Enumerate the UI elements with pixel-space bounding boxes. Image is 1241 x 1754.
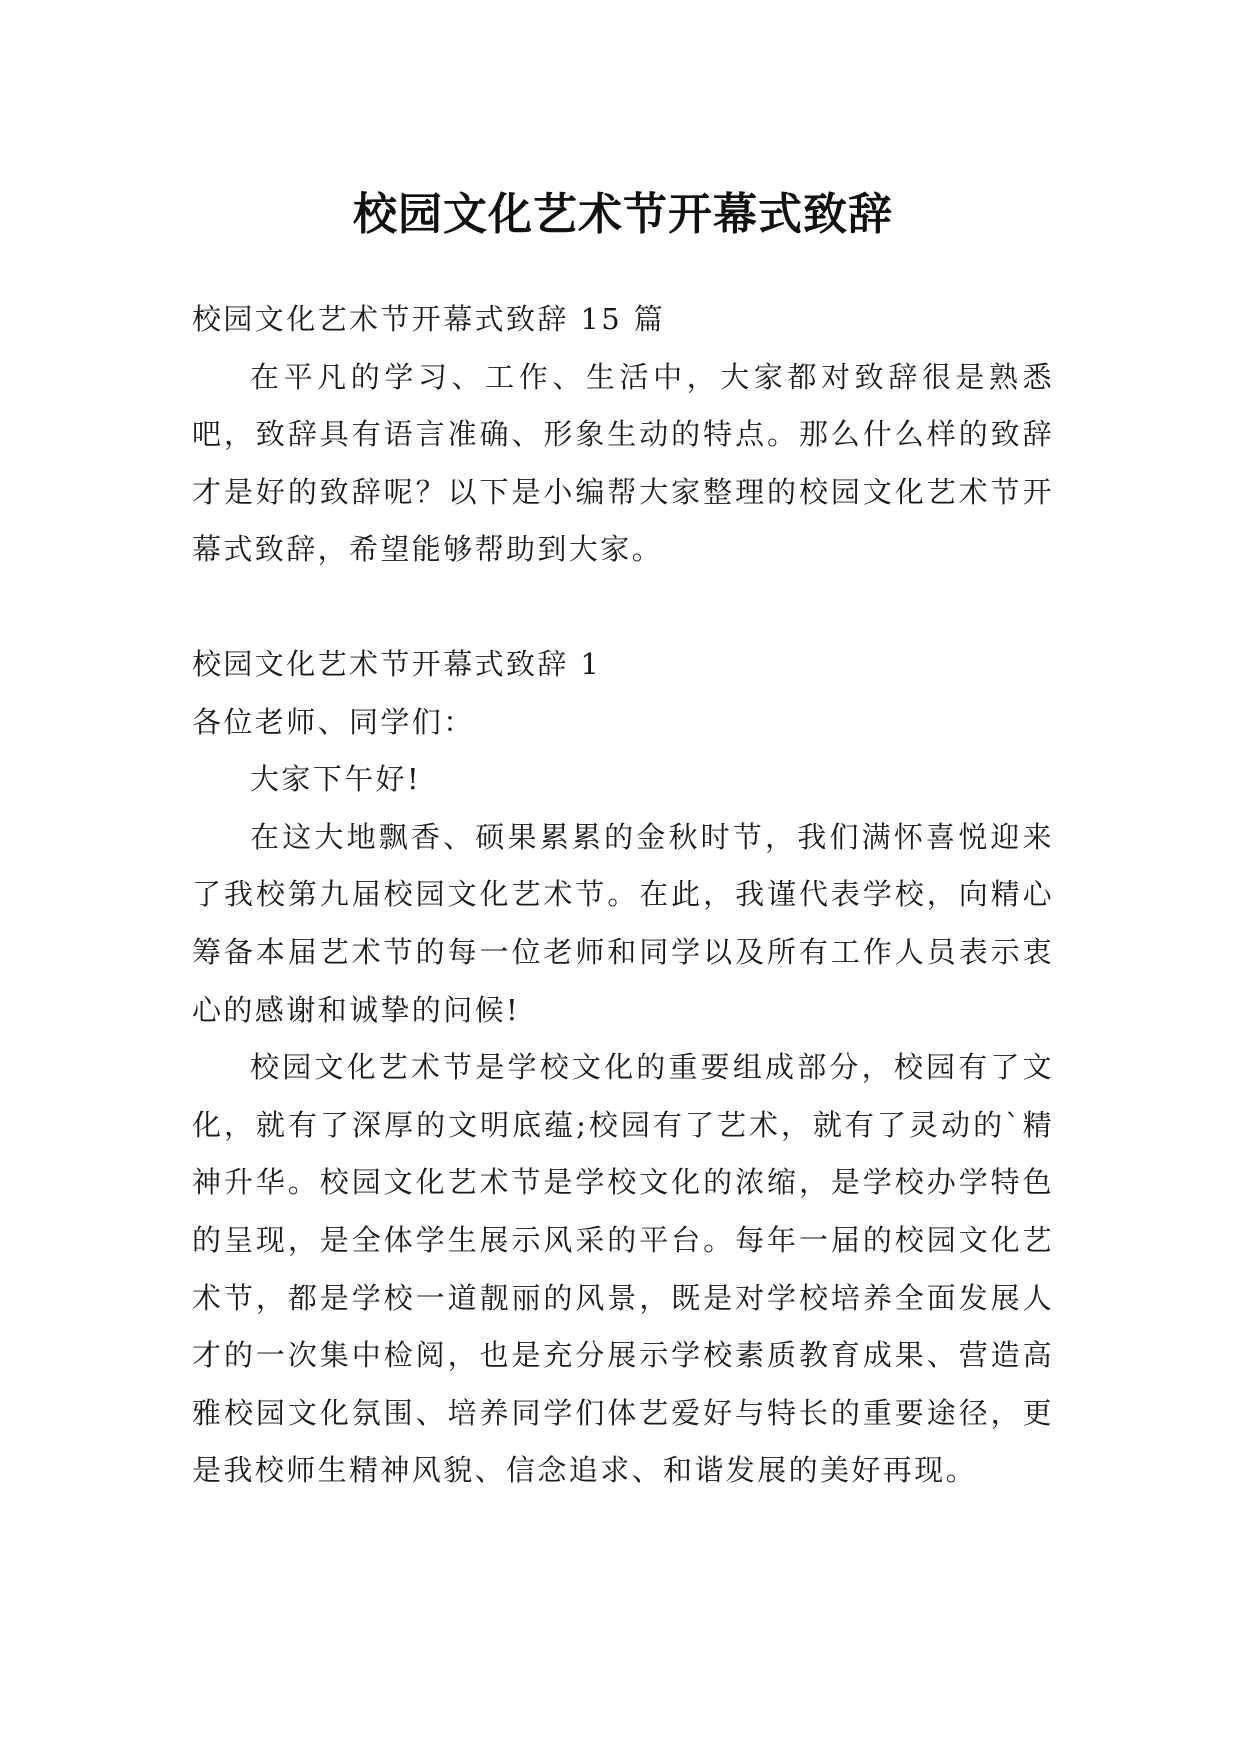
body-paragraph: 在这大地飘香、硕果累累的金秋时节，我们满怀喜悦迎来了我校第九届校园文化艺术节。在此，我谨代表学校，向精心筹备本届艺术节的每一位老师和同学以及所有工作人员表示衷心的感谢和诚挚的问候! [192, 819, 1054, 1027]
document-subtitle: 校园文化艺术节开幕式致辞 15 篇 [192, 302, 666, 336]
body-paragraph: 校园文化艺术节是学校文化的重要组成部分，校园有了文化，就有了深厚的文明底蕴;校园有了艺术，就有了灵动的`精神升华。校园文化艺术节是学校文化的浓缩，是学校办学特色的呈现，是全体学生展示风采的平台。每年一届的校园文化艺术节，都是学校一道靓丽的风景，既是对学校培养全面发展人才的一次集中检阅，也是充分展示学校素质教育成果、营造高雅校园文化氛围、培养同学们体艺爱好与特长的重要途径，更是我校师生精神风貌、信念追求、和谐发展的美好再现。 [192, 1050, 1054, 1488]
document-body [192, 291, 1054, 1500]
section-spacer [192, 579, 1054, 636]
page-title: 校园文化艺术节开幕式致辞 [353, 189, 893, 241]
section-heading: 校园文化艺术节开幕式致辞 1 [192, 646, 602, 681]
salutation: 各位老师、同学们： [192, 704, 475, 739]
intro-paragraph: 在平凡的学习、工作、生活中，大家都对致辞很是熟悉吧，致辞具有语言准确、形象生动的特点。那么什么样的致辞才是好的致辞呢？以下是小编帮大家整理的校园文化艺术节开幕式致辞，希望能够帮助到大家。 [192, 359, 1054, 567]
greeting: 大家下午好! [250, 762, 422, 797]
